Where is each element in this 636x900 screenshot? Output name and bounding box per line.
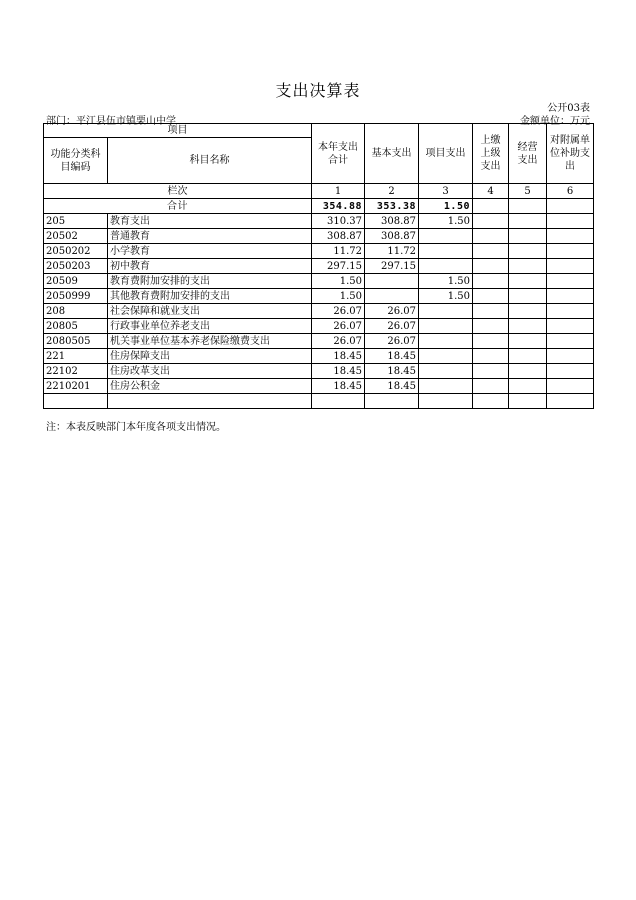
total-label: 合计 — [44, 199, 312, 214]
basic-expenditure-cell: 18.45 — [365, 379, 419, 394]
total-expenditure-cell: 18.45 — [312, 364, 365, 379]
subsidy-affiliated-cell — [547, 304, 594, 319]
func-code-cell: 221 — [44, 349, 108, 364]
operating-expenditure-cell — [509, 274, 547, 289]
header-subject-name: 科目名称 — [108, 138, 312, 184]
empty-cell — [547, 394, 594, 409]
subject-name-cell: 普通教育 — [108, 229, 312, 244]
operating-expenditure-cell — [509, 349, 547, 364]
subsidy-affiliated-cell — [547, 319, 594, 334]
total-operating-value — [509, 199, 547, 214]
remit-superior-cell — [473, 274, 509, 289]
subsidy-affiliated-cell — [547, 274, 594, 289]
page-title: 支出决算表 — [275, 81, 361, 100]
func-code-cell: 2210201 — [44, 379, 108, 394]
operating-expenditure-cell — [509, 259, 547, 274]
subsidy-affiliated-cell — [547, 379, 594, 394]
basic-expenditure-cell: 18.45 — [365, 364, 419, 379]
empty-cell — [312, 394, 365, 409]
total-basic-value: 353.38 — [365, 199, 419, 214]
table-row — [44, 244, 594, 259]
basic-expenditure-cell: 308.87 — [365, 214, 419, 229]
table-row — [44, 274, 594, 289]
func-code-cell: 205 — [44, 214, 108, 229]
total-expenditure-cell: 18.45 — [312, 349, 365, 364]
operating-expenditure-cell — [509, 229, 547, 244]
subsidy-affiliated-cell — [547, 289, 594, 304]
total-expenditure-cell: 26.07 — [312, 334, 365, 349]
basic-expenditure-cell: 11.72 — [365, 244, 419, 259]
subsidy-affiliated-cell — [547, 214, 594, 229]
operating-expenditure-cell — [509, 319, 547, 334]
table-row — [44, 319, 594, 334]
basic-expenditure-cell: 26.07 — [365, 304, 419, 319]
amount-unit-label: 金额单位：万元 — [520, 116, 590, 127]
func-code-cell: 20502 — [44, 229, 108, 244]
index-6: 6 — [547, 184, 594, 199]
operating-expenditure-cell — [509, 244, 547, 259]
total-expenditure-cell: 308.87 — [312, 229, 365, 244]
header-total-expenditure: 本年支出合计 — [312, 124, 365, 184]
total-expenditure-cell: 18.45 — [312, 379, 365, 394]
remit-superior-cell — [473, 319, 509, 334]
subject-name-cell: 其他教育费附加安排的支出 — [108, 289, 312, 304]
subsidy-affiliated-cell — [547, 349, 594, 364]
table-body — [44, 214, 594, 394]
remit-superior-cell — [473, 304, 509, 319]
project-expenditure-cell — [419, 229, 473, 244]
index-2: 2 — [365, 184, 419, 199]
header-operating-expenditure: 经营支出 — [509, 124, 547, 184]
table-row — [44, 259, 594, 274]
operating-expenditure-cell — [509, 379, 547, 394]
basic-expenditure-cell: 308.87 — [365, 229, 419, 244]
total-expenditure-cell: 1.50 — [312, 274, 365, 289]
table-row — [44, 304, 594, 319]
remit-superior-cell — [473, 244, 509, 259]
total-expenditure-cell: 11.72 — [312, 244, 365, 259]
func-code-cell: 22102 — [44, 364, 108, 379]
func-code-cell: 20509 — [44, 274, 108, 289]
operating-expenditure-cell — [509, 289, 547, 304]
func-code-cell: 208 — [44, 304, 108, 319]
header-project: 项目 — [44, 124, 312, 138]
subject-name-cell: 住房改革支出 — [108, 364, 312, 379]
header-project-expenditure: 项目支出 — [419, 124, 473, 184]
remit-superior-cell — [473, 229, 509, 244]
remit-superior-cell — [473, 259, 509, 274]
subject-name-cell: 初中教育 — [108, 259, 312, 274]
subject-name-cell: 行政事业单位养老支出 — [108, 319, 312, 334]
subject-name-cell: 教育支出 — [108, 214, 312, 229]
subject-name-cell: 教育费附加安排的支出 — [108, 274, 312, 289]
func-code-cell: 2050202 — [44, 244, 108, 259]
empty-cell — [44, 394, 108, 409]
subsidy-affiliated-cell — [547, 244, 594, 259]
header-remit-superior: 上缴上级支出 — [473, 124, 509, 184]
total-expenditure-cell: 297.15 — [312, 259, 365, 274]
total-subsidy-value — [547, 199, 594, 214]
total-expenditure-value: 354.88 — [312, 199, 365, 214]
project-expenditure-cell: 1.50 — [419, 274, 473, 289]
func-code-cell: 2050999 — [44, 289, 108, 304]
index-3: 3 — [419, 184, 473, 199]
basic-expenditure-cell: 18.45 — [365, 349, 419, 364]
total-row — [44, 199, 594, 214]
remit-superior-cell — [473, 364, 509, 379]
table-row — [44, 289, 594, 304]
index-1: 1 — [312, 184, 365, 199]
table-row — [44, 334, 594, 349]
remit-superior-cell — [473, 334, 509, 349]
operating-expenditure-cell — [509, 304, 547, 319]
table-header — [44, 124, 594, 214]
subject-name-cell: 住房保障支出 — [108, 349, 312, 364]
table-row — [44, 364, 594, 379]
project-expenditure-cell — [419, 334, 473, 349]
expenditure-table — [43, 123, 594, 409]
total-expenditure-cell: 310.37 — [312, 214, 365, 229]
table-row-empty — [44, 394, 594, 409]
header-subsidy-affiliated: 对附属单位补助支出 — [547, 124, 594, 184]
table-row — [44, 349, 594, 364]
remit-superior-cell — [473, 214, 509, 229]
project-expenditure-cell — [419, 304, 473, 319]
table-row — [44, 379, 594, 394]
total-remit-value — [473, 199, 509, 214]
func-code-cell: 2080505 — [44, 334, 108, 349]
project-expenditure-cell — [419, 364, 473, 379]
total-expenditure-cell: 26.07 — [312, 304, 365, 319]
operating-expenditure-cell — [509, 334, 547, 349]
basic-expenditure-cell — [365, 289, 419, 304]
basic-expenditure-cell: 26.07 — [365, 319, 419, 334]
subsidy-affiliated-cell — [547, 334, 594, 349]
project-expenditure-cell: 1.50 — [419, 214, 473, 229]
empty-cell — [365, 394, 419, 409]
basic-expenditure-cell — [365, 274, 419, 289]
project-expenditure-cell — [419, 244, 473, 259]
index-4: 4 — [473, 184, 509, 199]
header-func-code: 功能分类科目编码 — [44, 138, 108, 184]
footnote: 注：本表反映部门本年度各项支出情况。 — [46, 422, 226, 433]
form-code: 公开03表 — [547, 103, 590, 114]
subject-name-cell: 小学教育 — [108, 244, 312, 259]
operating-expenditure-cell — [509, 214, 547, 229]
department-label: 部门：平江县伍市镇栗山中学 — [46, 116, 176, 127]
project-expenditure-cell — [419, 379, 473, 394]
basic-expenditure-cell: 297.15 — [365, 259, 419, 274]
total-expenditure-cell: 1.50 — [312, 289, 365, 304]
empty-cell — [473, 394, 509, 409]
subsidy-affiliated-cell — [547, 229, 594, 244]
func-code-cell: 20805 — [44, 319, 108, 334]
table-row — [44, 229, 594, 244]
project-expenditure-cell — [419, 349, 473, 364]
project-expenditure-cell — [419, 259, 473, 274]
empty-cell — [419, 394, 473, 409]
table-row — [44, 214, 594, 229]
project-expenditure-cell: 1.50 — [419, 289, 473, 304]
project-expenditure-cell — [419, 319, 473, 334]
total-expenditure-cell: 26.07 — [312, 319, 365, 334]
subsidy-affiliated-cell — [547, 364, 594, 379]
operating-expenditure-cell — [509, 364, 547, 379]
remit-superior-cell — [473, 349, 509, 364]
header-basic-expenditure: 基本支出 — [365, 124, 419, 184]
remit-superior-cell — [473, 289, 509, 304]
subsidy-affiliated-cell — [547, 259, 594, 274]
basic-expenditure-cell: 26.07 — [365, 334, 419, 349]
empty-cell — [509, 394, 547, 409]
empty-cell — [108, 394, 312, 409]
func-code-cell: 2050203 — [44, 259, 108, 274]
total-project-value: 1.50 — [419, 199, 473, 214]
header-row-index: 栏次 — [44, 184, 312, 199]
remit-superior-cell — [473, 379, 509, 394]
subject-name-cell: 机关事业单位基本养老保险缴费支出 — [108, 334, 312, 349]
subject-name-cell: 社会保障和就业支出 — [108, 304, 312, 319]
index-5: 5 — [509, 184, 547, 199]
subject-name-cell: 住房公积金 — [108, 379, 312, 394]
